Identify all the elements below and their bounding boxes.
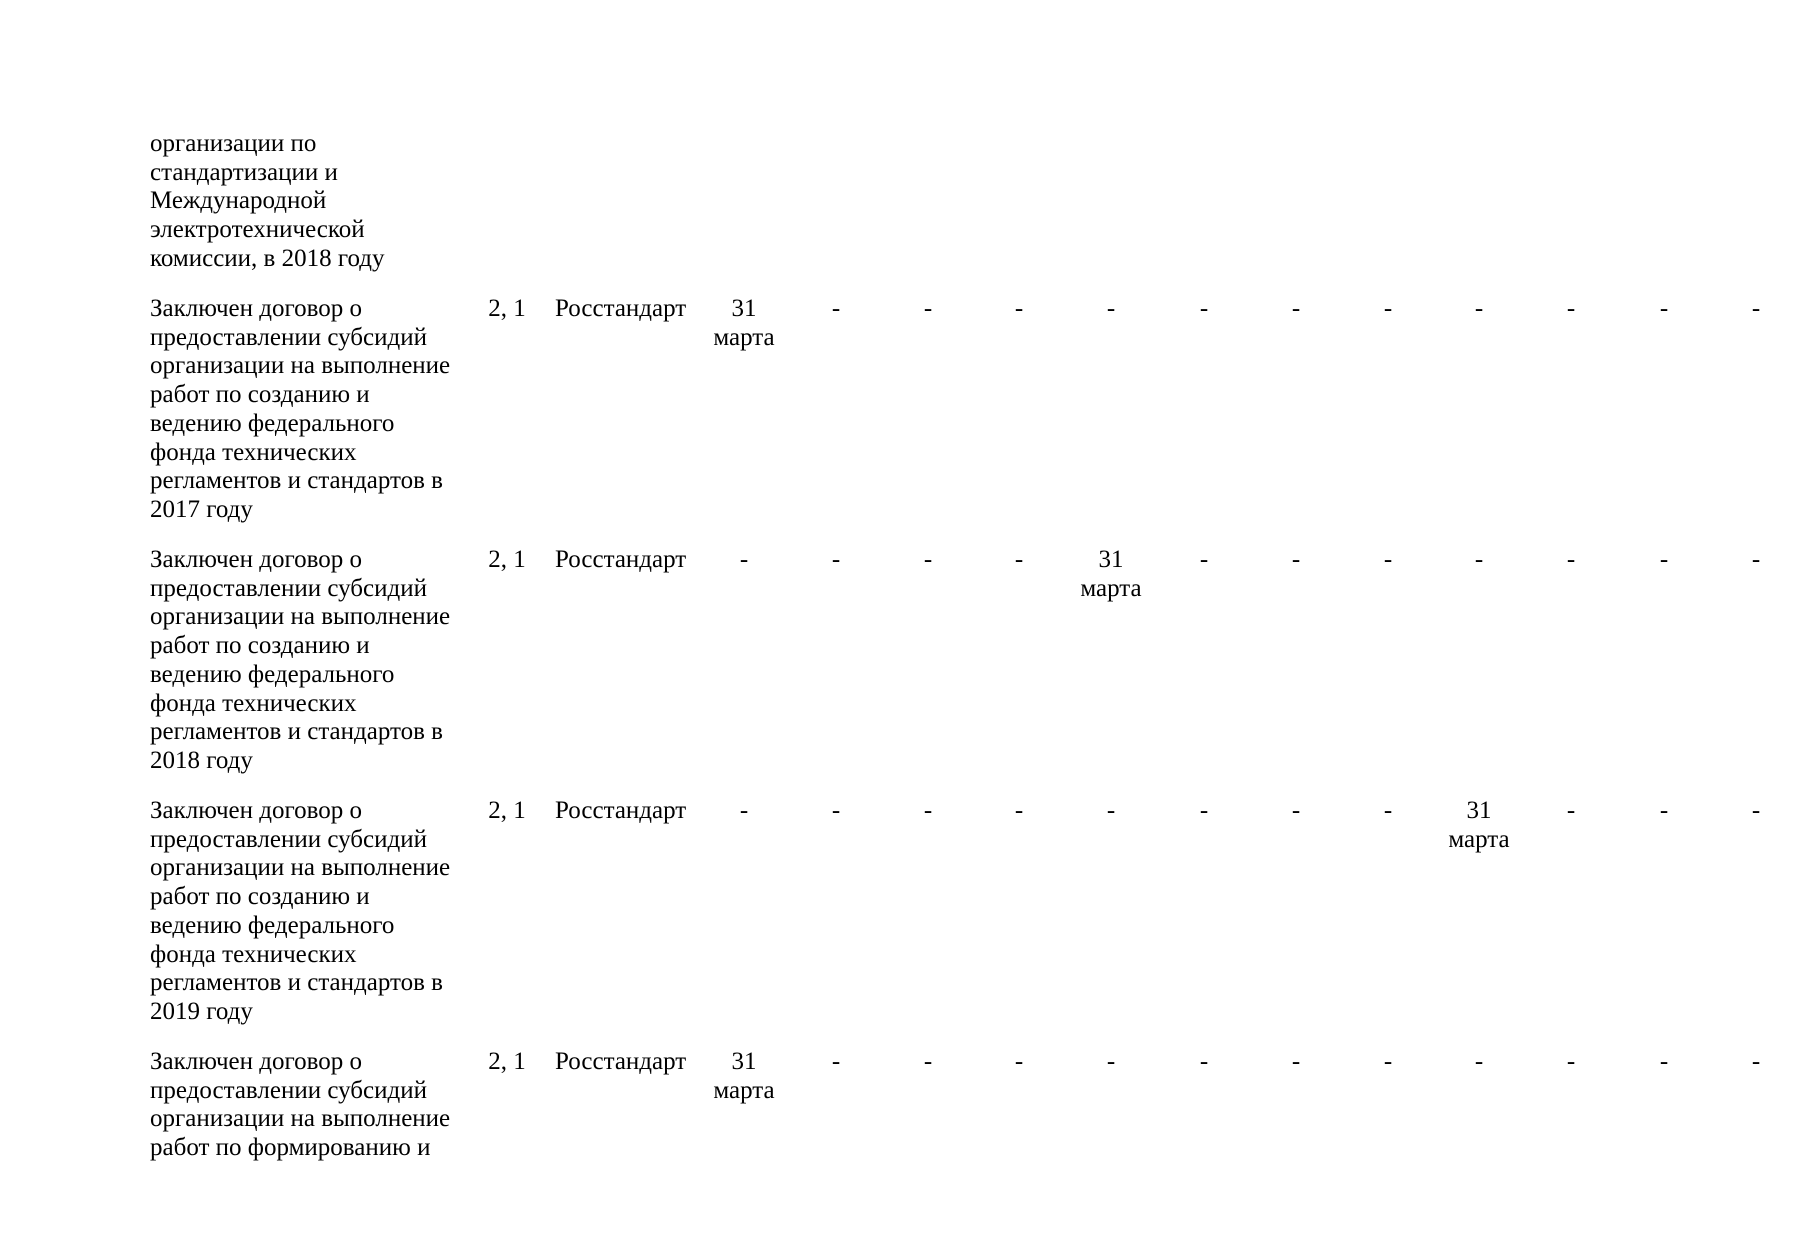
row-number: 2, 1 (488, 295, 526, 322)
period-cell: - (1659, 295, 1669, 322)
row-number: 2, 1 (488, 797, 526, 824)
period-cell: - (1383, 797, 1393, 824)
period-cell: - (1014, 295, 1024, 322)
period-cell: - (1014, 1048, 1024, 1075)
period-cell: - (1474, 1048, 1484, 1075)
period-cell: - (1291, 797, 1301, 824)
period-cell: - (1383, 1048, 1393, 1075)
period-cell: - (1659, 546, 1669, 573)
row-number: 2, 1 (488, 1048, 526, 1075)
period-cell: 31 марта (1448, 797, 1510, 853)
period-cell: - (1199, 1048, 1209, 1075)
period-cell: - (1014, 546, 1024, 573)
row-number: 2, 1 (488, 546, 526, 573)
period-cell: - (1751, 1048, 1761, 1075)
period-cell: - (1199, 546, 1209, 573)
row-description: Заключен договор о предоставлении субсидий организации на выполнение работ по формированию и (150, 1048, 451, 1162)
period-cell: - (1474, 546, 1484, 573)
row-description: Заключен договор о предоставлении субсидий организации на выполнение работ по созданию и ведению федерального фонда технических регламентов и стандартов в 2017 году (150, 295, 451, 523)
period-cell: - (1291, 295, 1301, 322)
period-cell: - (923, 546, 933, 573)
period-cell: - (1751, 546, 1761, 573)
period-cell: - (1383, 546, 1393, 573)
period-cell: - (1014, 797, 1024, 824)
period-cell: - (1751, 295, 1761, 322)
period-cell: - (831, 546, 841, 573)
period-cell: - (739, 546, 749, 573)
period-cell: - (923, 797, 933, 824)
period-cell: - (1566, 797, 1576, 824)
period-cell: - (1291, 546, 1301, 573)
period-cell: - (1199, 797, 1209, 824)
period-cell: - (1291, 1048, 1301, 1075)
row-description: Заключен договор о предоставлении субсидий организации на выполнение работ по созданию и ведению федерального фонда технических регламентов и стандартов в 2019 году (150, 797, 451, 1025)
period-cell: - (1659, 797, 1669, 824)
row-executor: Росстандарт (555, 797, 687, 824)
period-cell: - (739, 797, 749, 824)
row-executor: Росстандарт (555, 295, 687, 322)
row-description: организации по стандартизации и Международной электротехнической комиссии, в 2018 году (150, 130, 385, 272)
period-cell: - (1199, 295, 1209, 322)
row-description: Заключен договор о предоставлении субсидий организации на выполнение работ по созданию и ведению федерального фонда технических регламентов и стандартов в 2018 году (150, 546, 451, 774)
period-cell: - (831, 797, 841, 824)
period-cell: - (1106, 1048, 1116, 1075)
period-cell: - (1106, 295, 1116, 322)
period-cell: 31 марта (713, 295, 775, 351)
period-cell: - (1566, 546, 1576, 573)
period-cell: - (923, 295, 933, 322)
period-cell: 31 марта (1080, 546, 1142, 602)
period-cell: - (831, 1048, 841, 1075)
period-cell: - (1751, 797, 1761, 824)
period-cell: - (1383, 295, 1393, 322)
period-cell: 31 марта (713, 1048, 775, 1104)
row-executor: Росстандарт (555, 546, 687, 573)
period-cell: - (1474, 295, 1484, 322)
period-cell: - (1566, 1048, 1576, 1075)
row-executor: Росстандарт (555, 1048, 687, 1075)
period-cell: - (831, 295, 841, 322)
period-cell: - (923, 1048, 933, 1075)
period-cell: - (1106, 797, 1116, 824)
period-cell: - (1659, 1048, 1669, 1075)
period-cell: - (1566, 295, 1576, 322)
